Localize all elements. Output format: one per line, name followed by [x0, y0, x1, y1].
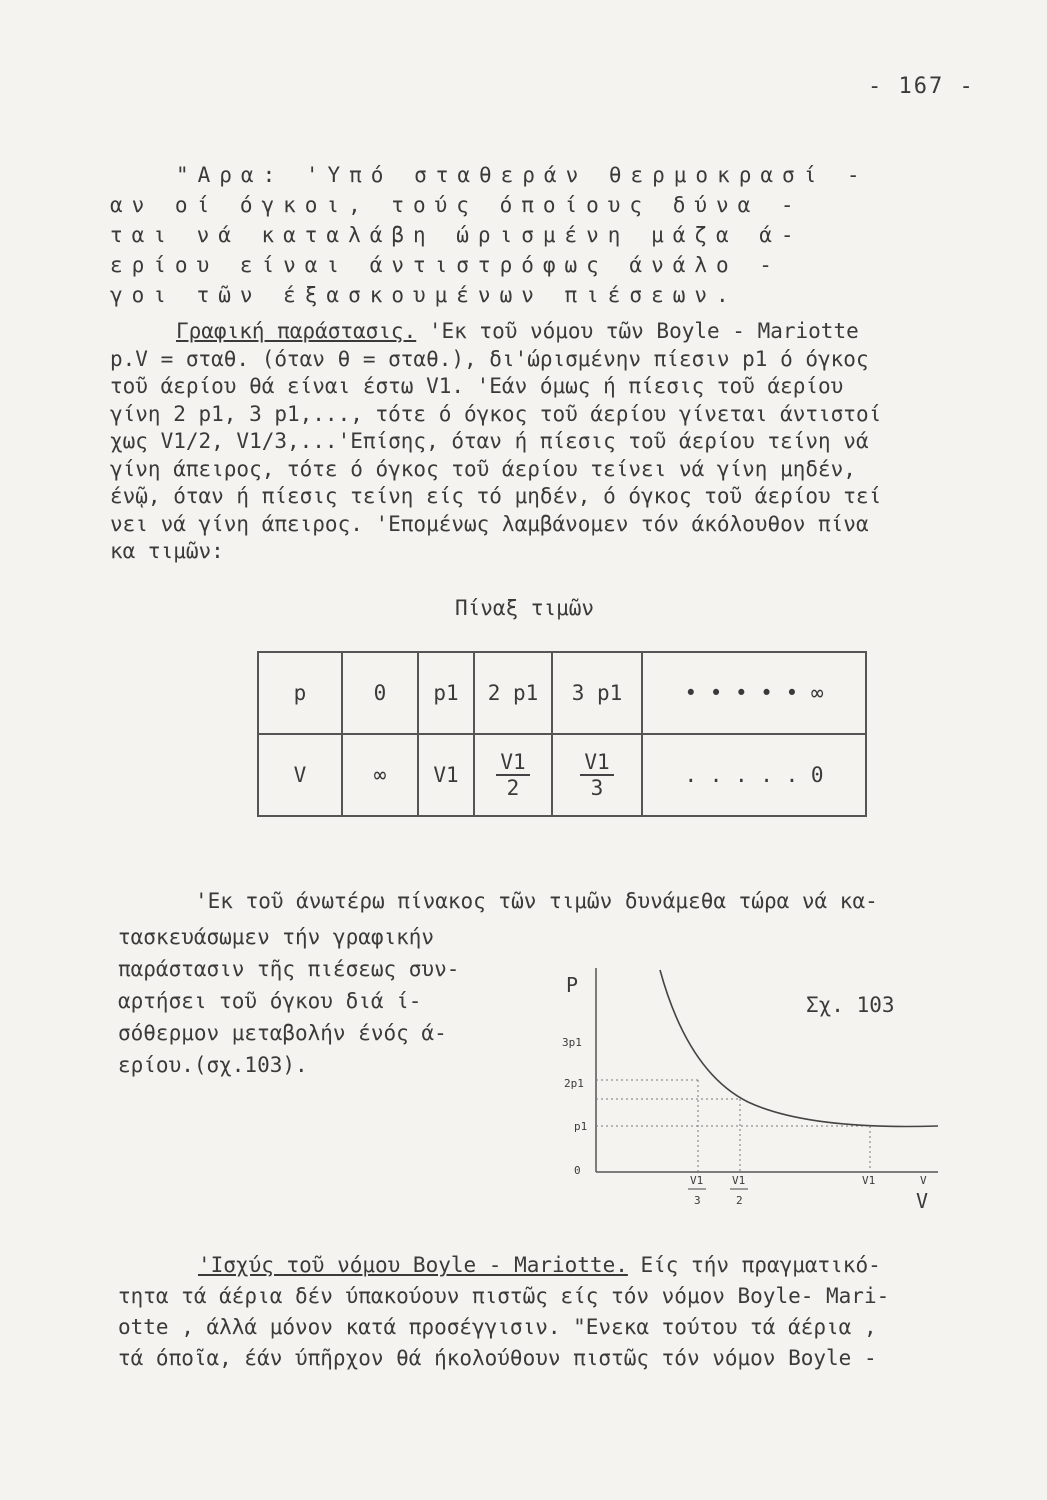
graph-intro-first-line — [195, 888, 878, 915]
table-cell: ∞ — [342, 734, 418, 816]
text-line: αν οί όγκοι, τούς όποίους δύνα - — [110, 193, 803, 217]
text-line: ται νά καταλάβη ώρισμένη μάζα ά- — [110, 223, 803, 247]
text-line-rest: Είς τήν πραγματικό- — [627, 1253, 881, 1277]
table-cell — [552, 734, 642, 816]
table-cell: • • • • • ∞ — [642, 652, 866, 734]
values-table — [257, 651, 867, 817]
figure-caption: Σχ. 103 — [806, 993, 895, 1017]
text-line: σόθερμον μεταβολήν ένός ά- — [118, 1021, 447, 1045]
y-tick-label: 0 — [574, 1164, 581, 1177]
fraction-denominator: 2 — [506, 776, 520, 800]
text-line: γίνη 2 p1, 3 p1,..., τότε ό όγκος τοῦ άερίου γίνεται άντιστοί — [110, 401, 882, 426]
graph-intro-paragraph — [118, 921, 459, 1081]
x-tick-label: V1 — [862, 1174, 876, 1187]
text-line: ερίου.(σχ.103). — [118, 1053, 308, 1077]
y-tick-label: p1 — [574, 1120, 588, 1133]
text-line — [118, 1250, 889, 1281]
text-line: p.V = σταθ. (όταν θ = σταθ.), δι'ώρισμένην πίεσιν p1 ό όγκος — [110, 346, 869, 371]
table-row — [258, 734, 866, 816]
fraction-numerator: V1 — [496, 750, 529, 776]
text-line: τασκευάσωμεν τήν γραφικήν — [118, 925, 435, 949]
table-cell: 2 p1 — [474, 652, 552, 734]
text-line: κα τιμῶν: — [110, 539, 224, 563]
table-title: Πίναξ τιμῶν — [455, 596, 595, 620]
fraction-denominator: 3 — [590, 776, 604, 800]
isotherm-curve — [660, 970, 938, 1127]
text-line: νει νά γίνη άπειρος. 'Επομένως λαμβάνομεν τόν άκόλουθον πίνα — [110, 511, 869, 536]
table-cell: 3 p1 — [552, 652, 642, 734]
graphical-paragraph — [110, 318, 881, 566]
x-tick-numerator: V1 — [690, 1174, 704, 1187]
table-cell: 0 — [342, 652, 418, 734]
text-line: 'Εκ τοῦ άνωτέρω πίνακος τῶν τιμῶν δυνάμεθα τώρα νά κα- — [195, 889, 878, 913]
validity-paragraph — [118, 1250, 889, 1374]
text-line: χως V1/2, V1/3,...'Επίσης, όταν ή πίεσις τοῦ άερίου τείνη νά — [110, 429, 869, 453]
text-line: "Αρα: 'Υπό σταθεράν θερμοκρασί - — [176, 163, 869, 187]
fraction — [496, 750, 529, 800]
text-line: ένῷ, όταν ή πίεσις τείνη είς τό μηδέν, ό όγκος τοῦ άερίου τεί — [110, 484, 882, 508]
table-cell: . . . . . 0 — [642, 734, 866, 816]
text-line: αρτήσει τοῦ όγκου διά ί- — [118, 989, 422, 1013]
x-tick-label: V — [920, 1174, 927, 1187]
text-line: τοῦ άερίου θά είναι έστω V1. 'Εάν όμως ή πίεσις τοῦ άερίου — [110, 374, 844, 398]
text-line: γοι τῶν έξασκουμένων πιέσεων. — [110, 283, 738, 307]
text-line: γίνη άπειρος, τότε ό όγκος τοῦ άερίου τείνει νά γίνη μηδέν, — [110, 456, 856, 481]
table-cell: V — [258, 734, 342, 816]
text-line-rest: 'Εκ τοῦ νόμου τῶν Boyle - Mariotte — [416, 319, 859, 343]
text-line: τητα τά άέρια δέν ύπακούουν πιστῶς είς τόν νόμον Boyle- Mari- — [118, 1284, 890, 1308]
x-axis-label: V — [916, 1189, 929, 1213]
x-tick-numerator: V1 — [732, 1174, 746, 1187]
x-tick-denominator: 2 — [736, 1194, 743, 1207]
y-axis-label: P — [566, 973, 579, 997]
section-heading: 'Ισχύς τοῦ νόμου Boyle - Mariotte. — [198, 1253, 628, 1277]
table-cell: p1 — [418, 652, 474, 734]
y-tick-label: 3p1 — [562, 1036, 582, 1049]
table-cell — [474, 734, 552, 816]
table-row — [258, 652, 866, 734]
text-line: παράστασιν τῆς πιέσεως συν- — [118, 957, 460, 981]
section-heading: Γραφική παράστασις. — [176, 319, 417, 343]
conclusion-paragraph — [110, 160, 869, 310]
table-cell: V1 — [418, 734, 474, 816]
text-line: otte , άλλά μόνον κατά προσέγγισιν. "Ενεκα τούτου τά άέρια , — [118, 1315, 877, 1339]
table-cell: p — [258, 652, 342, 734]
page-number: - 167 - — [868, 74, 975, 99]
text-line: τά όποῖα, έάν ύπῆρχον θά ήκολούθουν πιστῶς τόν νόμον Boyle - — [118, 1346, 877, 1370]
fraction-numerator: V1 — [580, 750, 613, 776]
fraction — [580, 750, 613, 800]
y-tick-label: 2p1 — [564, 1077, 584, 1090]
figure-103 — [548, 962, 948, 1222]
text-line: ερίου είναι άντιστρόφως άνάλο - — [110, 253, 781, 277]
text-line — [110, 318, 881, 346]
x-tick-denominator: 3 — [694, 1194, 701, 1207]
